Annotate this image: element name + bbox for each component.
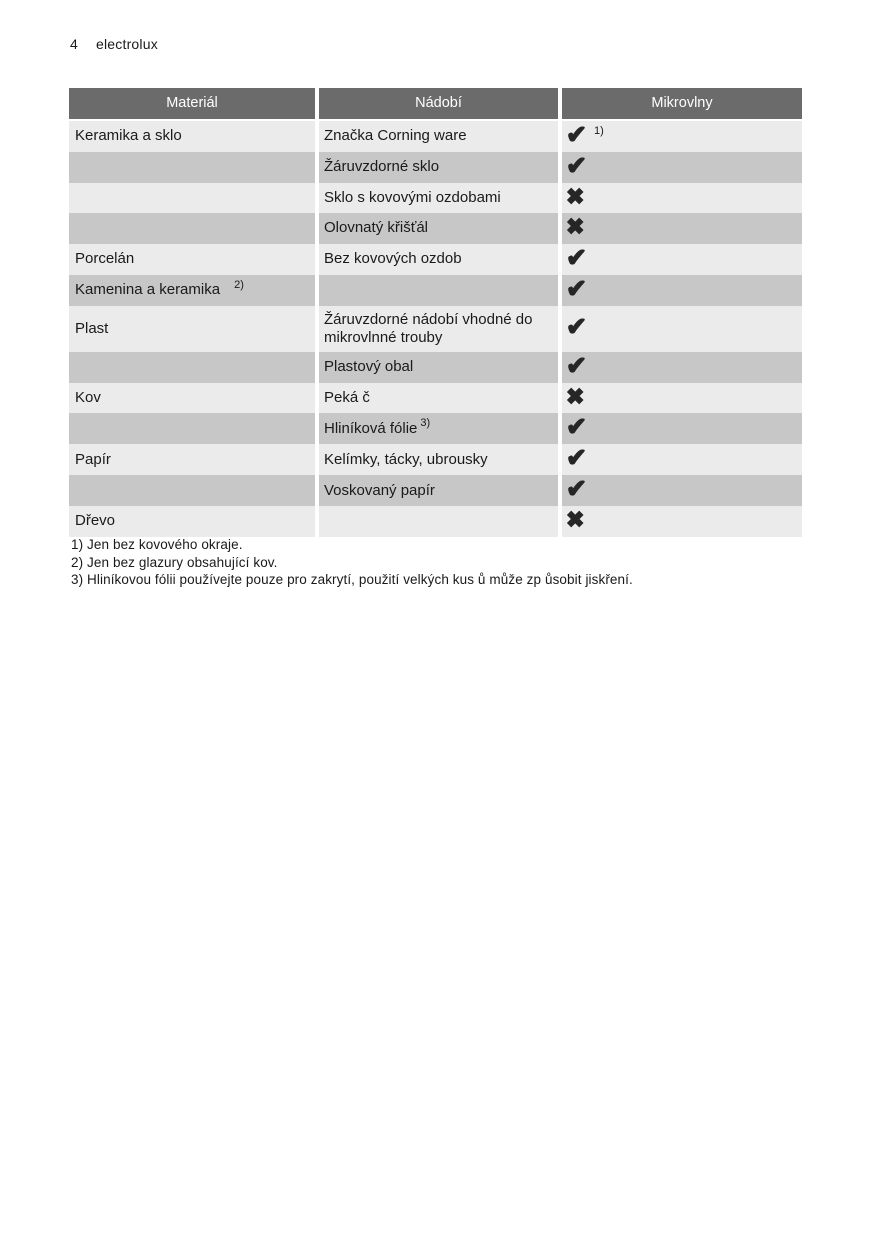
cross-icon: ✖ <box>566 507 585 533</box>
dish-cell: Bez kovových ozdob <box>319 244 558 275</box>
dish-cell: Peká č <box>319 383 558 414</box>
footnote-ref: 2) <box>234 278 244 291</box>
table-row <box>69 413 802 444</box>
material-cell: Dřevo <box>69 506 315 537</box>
table-row <box>69 506 802 537</box>
footnote-2: 2) Jen bez glazury obsahující kov. <box>71 554 278 570</box>
dish-cell: Sklo s kovovými ozdobami <box>319 183 558 214</box>
mark-cell <box>562 352 802 383</box>
dish-cell: Značka Corning ware <box>319 121 558 152</box>
footnotes <box>71 536 633 589</box>
dish-cell: Plastový obal <box>319 352 558 383</box>
cookware-table <box>69 88 802 537</box>
mark-cell <box>562 506 802 537</box>
material-cell <box>69 352 315 383</box>
mark-cell <box>562 275 802 306</box>
dish-cell: Žáruvzdorné sklo <box>319 152 558 183</box>
table-row <box>69 352 802 383</box>
header-dish: Nádobí <box>319 88 558 119</box>
material-cell <box>69 152 315 183</box>
material-cell <box>69 475 315 506</box>
material-cell: Plast <box>69 306 315 352</box>
table-row <box>69 183 802 214</box>
mark-cell <box>562 244 802 275</box>
check-icon: ✔ <box>566 351 587 380</box>
dish-cell: Voskovaný papír <box>319 475 558 506</box>
cross-icon: ✖ <box>566 214 585 240</box>
check-icon: ✔ <box>566 274 587 303</box>
dish-cell: Kelímky, tácky, ubrousky <box>319 444 558 475</box>
cross-icon: ✖ <box>566 183 585 209</box>
table-row <box>69 306 802 352</box>
material-cell <box>69 213 315 244</box>
check-icon: ✔ <box>566 151 587 180</box>
footnote-ref: 1) <box>593 124 604 137</box>
footnote-ref: 3) <box>420 417 431 429</box>
footnote-1: 1) Jen bez kovového okraje. <box>71 537 243 552</box>
check-icon: ✔ <box>566 413 587 441</box>
material-cell: Keramika a sklo <box>69 121 315 152</box>
mark-cell <box>562 444 802 475</box>
dish-cell <box>319 506 558 537</box>
mark-cell <box>562 183 802 214</box>
dish-cell <box>319 275 558 306</box>
table-row <box>69 444 802 475</box>
dish-cell: Žáruvzdorné nádobí vhodné do mikrovlnné trouby <box>319 306 558 352</box>
material-cell: Kamenina a keramika $^{2)}$ <box>69 275 315 306</box>
mark-cell <box>562 213 802 244</box>
mark-cell <box>562 306 802 352</box>
mark-cell <box>562 121 802 152</box>
check-icon: ✔ <box>566 475 587 503</box>
check-icon: ✔ <box>566 243 587 272</box>
mark-cell <box>562 383 802 414</box>
check-icon: ✔ <box>566 444 587 472</box>
page-number: 4 <box>70 36 78 52</box>
dish-cell: Hliníková fólie $^{3)}$ <box>319 413 558 444</box>
dish-cell: Olovnatý křišťál <box>319 213 558 244</box>
table-row <box>69 152 802 183</box>
mark-cell <box>562 475 802 506</box>
brand-name: electrolux <box>96 36 158 52</box>
material-cell: Kov <box>69 383 315 414</box>
material-cell <box>69 183 315 214</box>
check-icon: ✔ <box>566 120 587 149</box>
footnote-3: 3) Hliníkovou fólii používejte pouze pro zakrytí, použití velkých kus ů může zp ůsobit jiskření. <box>71 572 633 588</box>
check-icon: ✔ <box>566 313 587 341</box>
material-cell <box>69 413 315 444</box>
page-header <box>70 36 158 52</box>
mark-cell <box>562 152 802 183</box>
material-cell: Porcelán <box>69 244 315 275</box>
cross-icon: ✖ <box>566 383 585 409</box>
table-row <box>69 244 802 275</box>
table-row <box>69 121 802 152</box>
header-microwave: Mikrovlny <box>562 88 802 119</box>
table-row <box>69 383 802 414</box>
table-row <box>69 213 802 244</box>
material-cell: Papír <box>69 444 315 475</box>
header-material: Materiál <box>69 88 315 119</box>
table-row <box>69 275 802 306</box>
table-row <box>69 475 802 506</box>
table-header-row <box>69 88 802 119</box>
mark-cell <box>562 413 802 444</box>
